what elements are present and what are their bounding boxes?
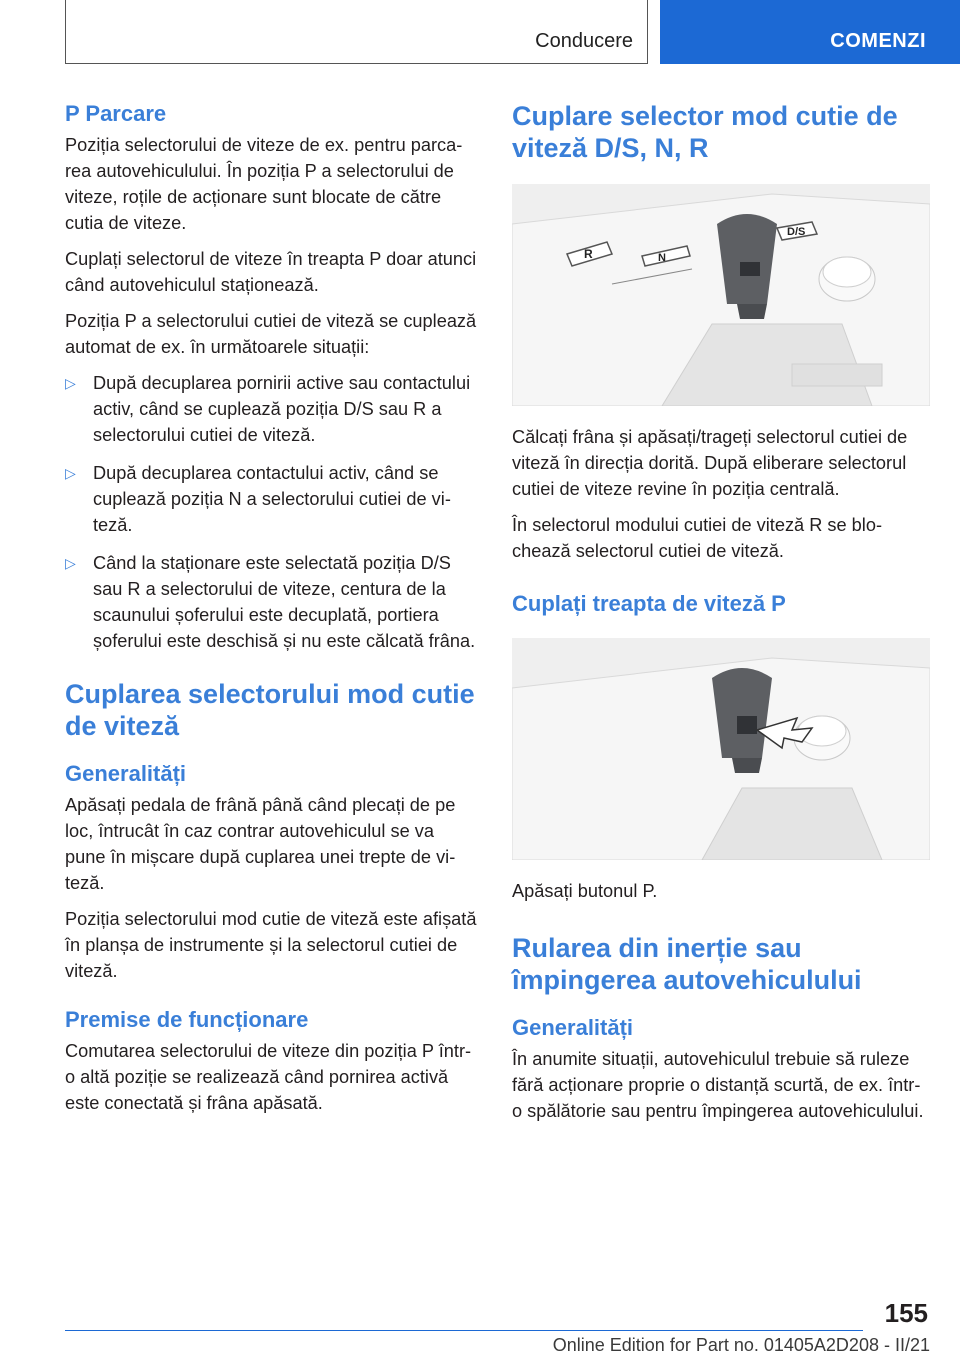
paragraph: Călcați frâna și apăsați/trageți selectorul cutiei de viteză în direcția dorită. După eliberare selectorul cutiei de viteze revine în poziția centrală. bbox=[512, 427, 908, 499]
list-item bbox=[65, 460, 477, 538]
p-button-drawing bbox=[512, 638, 930, 860]
label-r: R bbox=[584, 247, 593, 261]
label-ds: D/S bbox=[787, 226, 806, 238]
heading-generalitati: Generalități bbox=[65, 761, 187, 786]
list-item-text: După decuplarea pornirii active sau contactului activ, când se cuplează poziția D/S sau R a selectorului cutiei de viteză. bbox=[93, 373, 471, 445]
page-number: 155 bbox=[884, 1298, 928, 1328]
paragraph: În selectorul modului cutiei de viteză R se blochează selectorul cutiei de viteză. bbox=[512, 515, 882, 561]
gear-selector-illustration-dsnr bbox=[512, 184, 930, 406]
heading-p-parcare: P Parcare bbox=[65, 101, 167, 126]
list-item-text: După decuplarea contactului activ, când se cuplează poziția N a selectorului cutiei de viteză. bbox=[93, 463, 451, 535]
triangle-bullet-icon: ▷ bbox=[65, 555, 76, 571]
heading-generalitati-2: Generalități bbox=[512, 1015, 634, 1040]
left-column bbox=[65, 100, 477, 1126]
gear-selector-illustration-p-button bbox=[512, 638, 930, 860]
paragraph: Apăsați pedala de frână până când plecați de pe loc, întrucât în caz contrar autovehiculul se va pune în mișcare după cuplarea unei trepte de viteză. bbox=[65, 795, 456, 893]
heading-premise-functionare: Premise de funcționare bbox=[65, 1007, 309, 1032]
bullet-list bbox=[65, 370, 477, 654]
triangle-bullet-icon: ▷ bbox=[65, 375, 76, 391]
right-column bbox=[512, 100, 930, 1134]
header-chapter-box bbox=[660, 0, 960, 64]
paragraph: Apăsați butonul P. bbox=[512, 881, 658, 901]
list-item bbox=[65, 370, 477, 448]
heading-cuplare-selector: Cuplare selector mod cutie de viteză D/S, N, R bbox=[512, 101, 898, 163]
header-chapter-title: COMENZI bbox=[830, 30, 926, 52]
footer-divider bbox=[65, 1330, 863, 1331]
paragraph: Poziția selectorului de viteze de ex. pentru parcarea autovehiculului. În poziția P a selectorului de viteze, roțile de acționare sunt blocate de către cutia de viteze. bbox=[65, 135, 463, 233]
label-n: N bbox=[658, 252, 666, 264]
heading-rularea-din-inertie: Rularea din inerție sau împingerea autovehiculului bbox=[512, 933, 862, 995]
heading-cuplati-treapta-p: Cuplați treapta de viteză P bbox=[512, 591, 786, 616]
triangle-bullet-icon: ▷ bbox=[65, 465, 76, 481]
list-item-text: Când la staționare este selectată poziția D/S sau R a selectorului de viteze, centura de la scaunului șoferului este decuplată, portiera șoferului este deschisă și nu este călcată frâna. bbox=[93, 553, 476, 651]
paragraph: Poziția selectorului mod cutie de viteză este afișată în planșa de instrumente și la selectorul cutiei de viteză. bbox=[65, 909, 477, 981]
footer-edition: Online Edition for Part no. 01405A2D208 - II/21 bbox=[552, 1335, 930, 1355]
heading-cuplarea-selectorului: Cuplarea selectorului mod cutie de viteză bbox=[65, 679, 475, 741]
paragraph: Poziția P a selectorului cutiei de viteză se cuplează automat de ex. în următoarele situații: bbox=[65, 311, 477, 357]
gear-selector-drawing bbox=[512, 184, 930, 406]
paragraph: Cuplați selectorul de viteze în treapta P doar atunci când autovehiculul staționează. bbox=[65, 249, 477, 295]
paragraph: În anumite situații, autovehiculul trebuie să ruleze fără acționare proprie o distanță scurtă, de ex. într-o spălătorie sau pentru împingerea autovehiculului. bbox=[512, 1049, 924, 1121]
paragraph: Comutarea selectorului de viteze din poziția P într-o altă poziție se realizează când pornirea activă este conectată și frâna apăsată. bbox=[65, 1041, 472, 1113]
list-item bbox=[65, 550, 477, 654]
header-section-box bbox=[65, 0, 648, 64]
header-section-title: Conducere bbox=[535, 30, 633, 52]
